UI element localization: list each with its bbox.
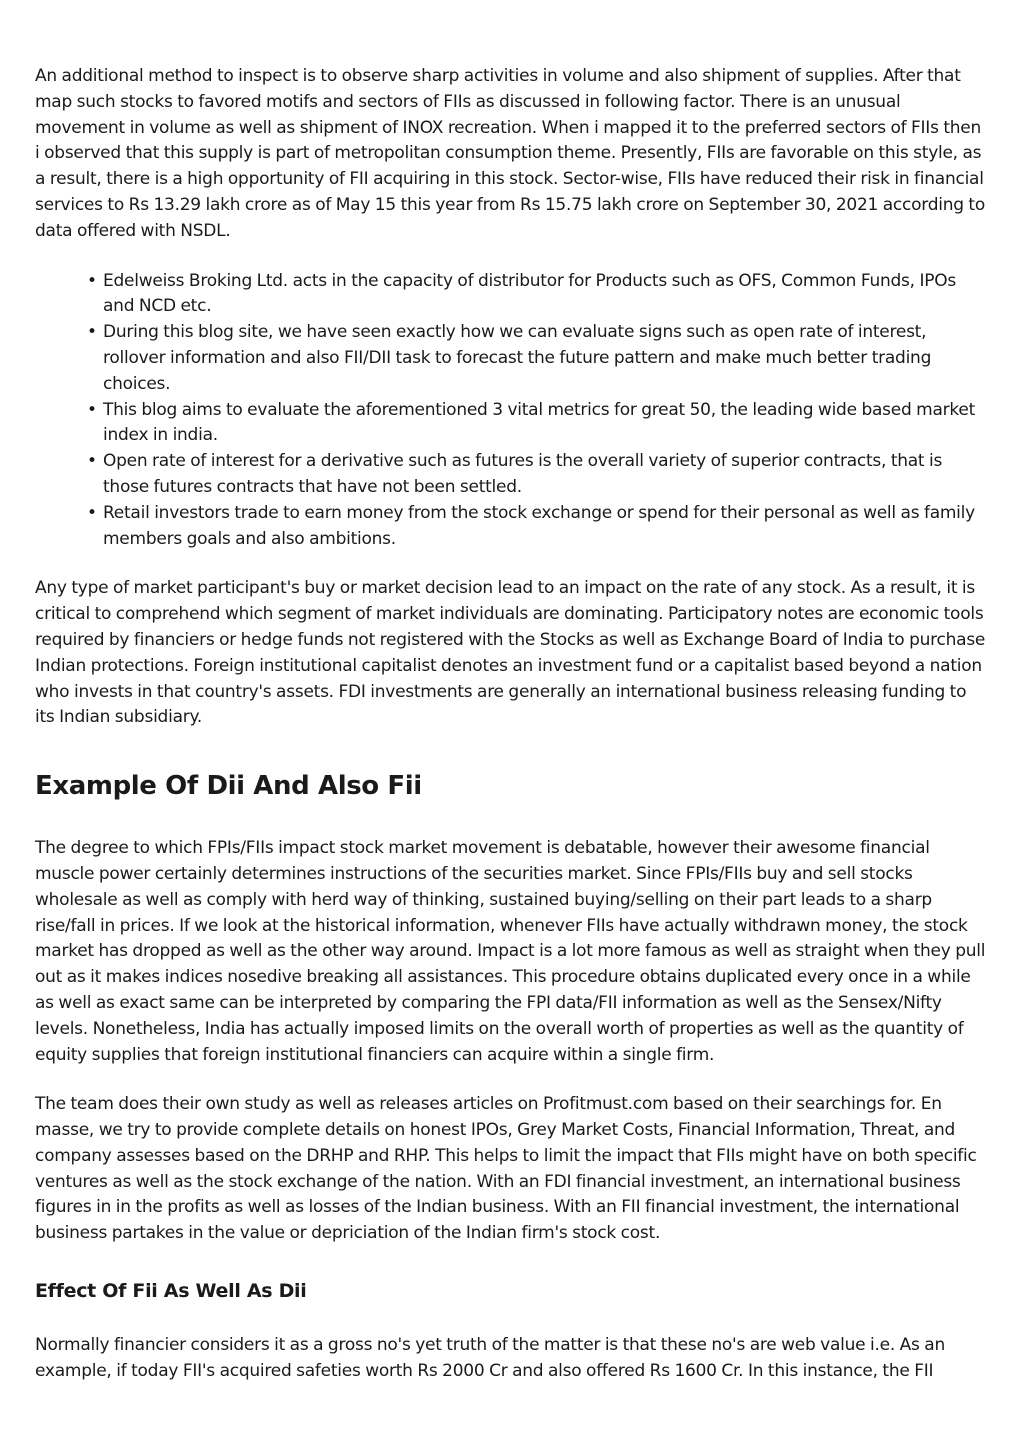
list-item: • Open rate of interest for a derivative such as futures is the overall variety of superior contracts, that is those futures contracts that have not been settled. bbox=[103, 449, 987, 501]
list-item: • Retail investors trade to earn money from the stock exchange or spend for their personal as well as family members goals and also ambitions. bbox=[103, 501, 987, 553]
paragraph-market-participants: Any type of market participant's buy or market decision lead to an impact on the rate of any stock. As a result, it is critical to comprehend which segment of market individuals are dominating. Participatory notes are economic tools required by financiers or hedge funds not registered with the Stocks as well as Exchange Board of India to purchase Indian protections. Foreign institutional capitalist denotes an investment fund or a capitalist based beyond a nation who invests in that country's assets. FDI investments are generally an international business releasing funding to its Indian subsidiary. bbox=[35, 578, 986, 728]
paragraph-intro: An additional method to inspect is to observe sharp activities in volume and also shipment of supplies. After that map such stocks to favored motifs and sectors of FIIs as discussed in following factor. There is an unusual movement in volume as well as shipment of INOX recreation. When i mapped it to the preferred sectors of FIIs then i observed that this supply is part of metropolitan consumption theme. Presently, FIIs are favorable on this style, as a result, there is a high opportunity of FII acquiring in this stock. Sector-wise, FIIs have reduced their risk in financial services to Rs 13.29 lakh crore as of May 15 this year from Rs 15.75 lakh crore on September 30, 2021 according to data offered with NSDL. bbox=[35, 66, 986, 241]
paragraph-team-study: The team does their own study as well as releases articles on Profitmust.com based on their searchings for. En masse, we try to provide complete details on honest IPOs, Grey Market Costs, Financial Information, Threat, and company assesses based on the DRHP and RHP. This helps to limit the impact that FIIs might have on both specific ventures as well as the stock exchange of the nation. With an FDI financial investment, an international business figures in in the profits as well as losses of the Indian business. With an FII financial investment, the international business partakes in the value or depriciation of the Indian firm's stock cost. bbox=[35, 1094, 977, 1244]
paragraph-gross-net: Normally financier considers it as a gross no's yet truth of the matter is that these no's are web value i.e. As an example, if today FII's acquired safeties worth Rs 2000 Cr and also offered Rs 1600 Cr. In this instance, the FII bbox=[35, 1335, 945, 1381]
section-heading-effect: Effect Of Fii As Well As Dii bbox=[35, 1280, 307, 1303]
article-body bbox=[35, 64, 987, 1385]
section-heading-example: Example Of Dii And Also Fii bbox=[35, 771, 422, 802]
list-item: • During this blog site, we have seen exactly how we can evaluate signs such as open rate of interest, rollover information and also FII/DII task to forecast the future pattern and make much better trading choices. bbox=[103, 320, 987, 397]
list-item: • Edelweiss Broking Ltd. acts in the capacity of distributor for Products such as OFS, Common Funds, IPOs and NCD etc. bbox=[103, 269, 987, 321]
paragraph-fpi-impact: The degree to which FPIs/FIIs impact stock market movement is debatable, however their awesome financial muscle power certainly determines instructions of the securities market. Since FPIs/FIIs buy and sell stocks wholesale as well as comply with herd way of thinking, sustained buying/selling on their part leads to a sharp rise/fall in prices. If we look at the historical information, whenever FIIs have actually withdrawn money, the stock market has dropped as well as the other way around. Impact is a lot more famous as well as straight when they pull out as it makes indices nosedive breaking all assistances. This procedure obtains duplicated every once in a while as well as exact same can be interpreted by comparing the FPI data/FII information as well as the Sensex/Nifty levels. Nonetheless, India has actually imposed limits on the overall worth of properties as well as the quantity of equity supplies that foreign institutional financiers can acquire within a single firm. bbox=[35, 838, 986, 1065]
list-item: • This blog aims to evaluate the aforementioned 3 vital metrics for great 50, the leading wide based market index in india. bbox=[103, 398, 987, 450]
bullet-list bbox=[35, 269, 987, 553]
